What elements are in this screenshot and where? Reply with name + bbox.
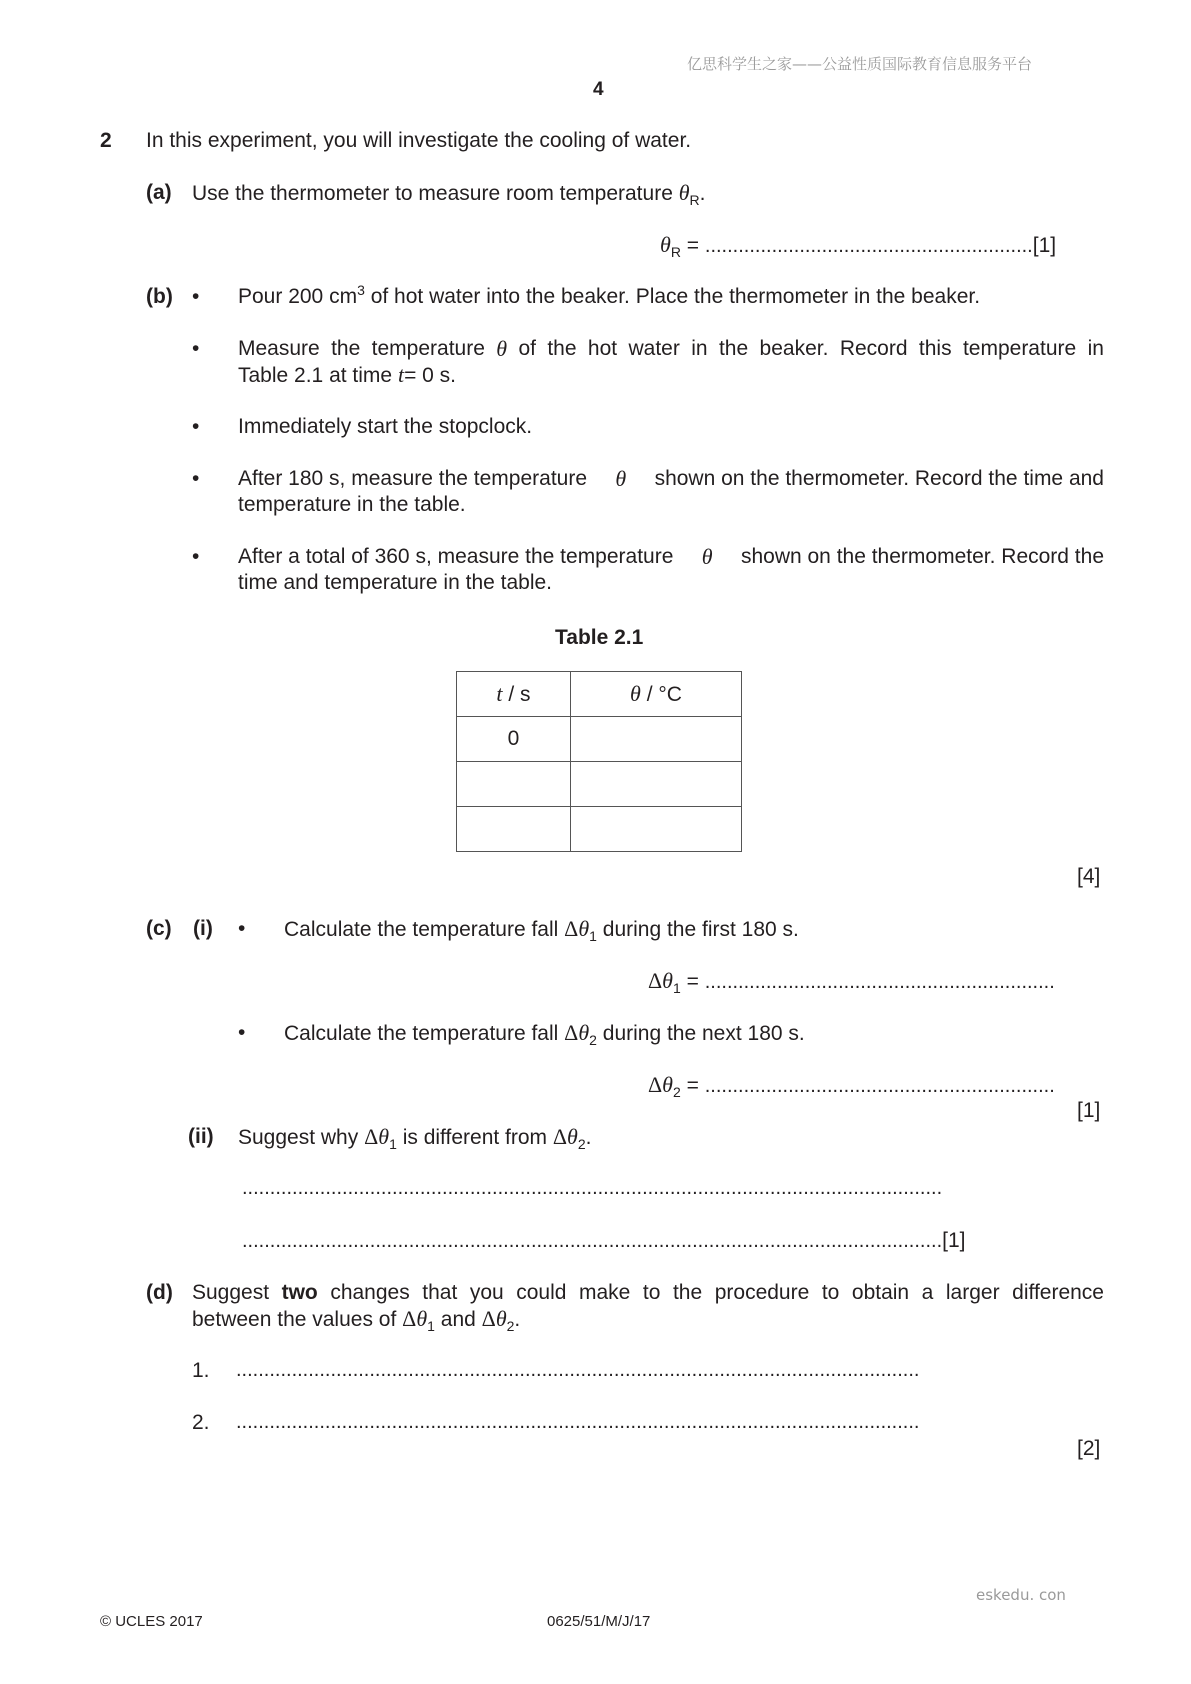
- b2-w3: temperature: [371, 337, 485, 360]
- theta-symbol: θ: [378, 1124, 390, 1149]
- c-ii-pre: Suggest why: [238, 1126, 359, 1149]
- subscript-1: 1: [427, 1318, 435, 1335]
- table-header-row: [457, 672, 742, 717]
- delta-theta-1-answer-line: [648, 968, 1055, 997]
- t-symbol: t: [397, 362, 405, 387]
- d-item-1-answer-line[interactable]: ...........................................................................................................................: [236, 1359, 920, 1381]
- theta-symbol: θ: [630, 681, 641, 706]
- b-bullet-2-line-2: [238, 364, 456, 386]
- b-bullet-3: Immediately start the stopclock.: [238, 415, 533, 438]
- table-cell-input[interactable]: [457, 762, 571, 807]
- d-line2-post: .: [514, 1308, 521, 1331]
- table-cell-input[interactable]: [571, 717, 742, 762]
- delta-symbol: Δ: [648, 968, 663, 993]
- d-w1: Suggest: [192, 1281, 270, 1304]
- c-i-bullet-1: [284, 916, 799, 945]
- table-title: Table 2.1: [555, 626, 644, 649]
- c-ii-mid: is different from: [402, 1126, 548, 1149]
- delta-symbol: Δ: [564, 916, 579, 941]
- part-a-answer-line: [660, 232, 1057, 261]
- delta-symbol: Δ: [481, 1306, 496, 1331]
- b4-post: shown on the thermometer. Record the time and: [654, 467, 1104, 490]
- b2-w12: this: [918, 337, 952, 360]
- theta-subscript: R: [670, 244, 681, 261]
- part-a-label: (a): [146, 181, 172, 204]
- b2-w1: Measure: [238, 337, 320, 360]
- footer-code: 0625/51/M/J/17: [547, 1613, 651, 1630]
- question-intro: In this experiment, you will investigate the cooling of water.: [146, 129, 692, 152]
- d-w7: make: [579, 1281, 631, 1304]
- bullet: •: [192, 285, 200, 308]
- b2-line2-pre: Table 2.1 at time: [238, 364, 393, 387]
- b2-w10: beaker.: [759, 337, 829, 360]
- c-i-b2-post: during the next 180 s.: [602, 1022, 805, 1045]
- b2-w13: temperature: [962, 337, 1077, 360]
- table-cell-input[interactable]: [571, 807, 742, 852]
- part-b-marks: [4]: [1077, 865, 1101, 888]
- footer-copyright: © UCLES 2017: [100, 1613, 203, 1630]
- answer-equals: =: [686, 234, 700, 257]
- delta-theta-2-answer-line: [648, 1072, 1055, 1101]
- d-line2-and: and: [440, 1308, 476, 1331]
- answer-dots[interactable]: ...............................................................: [704, 1075, 1055, 1097]
- d-w4: that: [422, 1281, 458, 1304]
- part-c-i-marks: [1]: [1077, 1099, 1101, 1122]
- table-row: [457, 762, 742, 807]
- part-c-ii-label: (ii): [188, 1125, 214, 1148]
- theta-symbol: θ: [416, 1306, 428, 1331]
- b4-pre: After 180 s, measure the temperature: [238, 467, 588, 490]
- theta-symbol: θ: [615, 466, 627, 491]
- subscript-2: 2: [506, 1318, 515, 1335]
- theta-symbol: θ: [578, 916, 590, 941]
- b-bullet-1-sup: 3: [357, 282, 365, 298]
- c-ii-post: .: [585, 1126, 592, 1149]
- theta-symbol: θ: [662, 1072, 673, 1097]
- b-bullet-1-post: of hot water into the beaker. Place the thermometer in the beaker.: [364, 285, 981, 308]
- d-w5: you: [469, 1281, 504, 1304]
- part-c-label: (c): [146, 917, 172, 940]
- bullet: •: [192, 337, 200, 360]
- part-a-text-content: Use the thermometer to measure room temperature: [192, 182, 673, 205]
- part-c-i-label: (i): [193, 917, 213, 940]
- d-line-2: [192, 1306, 521, 1335]
- bullet: •: [238, 917, 246, 940]
- d-item-2-answer-line[interactable]: ...........................................................................................................................: [236, 1411, 920, 1433]
- c-i-bullet-2: [284, 1020, 805, 1049]
- d-w14: larger: [945, 1281, 1000, 1304]
- d-line2-pre: between the values of: [192, 1308, 397, 1331]
- answer-equals: =: [686, 970, 699, 993]
- delta-symbol: Δ: [564, 1020, 579, 1045]
- d-w2: two: [281, 1281, 318, 1304]
- d-item-2-number: 2.: [192, 1411, 210, 1434]
- c-i-b1-pre: Calculate the temperature fall: [284, 918, 559, 941]
- bullet: •: [192, 415, 200, 438]
- d-w15: difference: [1012, 1281, 1104, 1304]
- d-w8: to: [642, 1281, 661, 1304]
- b2-line2-post: = 0 s.: [404, 364, 457, 387]
- b-bullet-5-line-1: [238, 546, 1104, 568]
- subscript-2: 2: [589, 1032, 597, 1049]
- temperature-unit: / °C: [640, 683, 682, 706]
- part-c-ii-marks: [1]: [942, 1229, 966, 1252]
- t-symbol: t: [496, 681, 503, 706]
- d-w13: a: [921, 1281, 934, 1304]
- c-ii-answer-line-2[interactable]: ..............................................................................................................................: [242, 1230, 943, 1252]
- b2-w14: in: [1087, 337, 1104, 360]
- part-a-marks: [1]: [1032, 234, 1057, 257]
- b2-w8: in: [691, 337, 708, 360]
- subscript-1: 1: [389, 1136, 397, 1153]
- subscript-2: 2: [672, 1084, 681, 1101]
- theta-subscript: R: [689, 192, 700, 209]
- site-watermark: eskedu. con: [976, 1586, 1066, 1604]
- bullet: •: [238, 1021, 246, 1044]
- d-w3: changes: [330, 1281, 410, 1304]
- delta-symbol: Δ: [648, 1072, 663, 1097]
- b2-w6: hot: [587, 337, 618, 360]
- bullet: •: [192, 467, 200, 490]
- c-ii-question: [238, 1124, 592, 1153]
- b2-w2: the: [331, 337, 361, 360]
- answer-dots[interactable]: ...........................................................: [704, 235, 1033, 257]
- b2-w11: Record: [839, 337, 908, 360]
- table-cell: 0: [457, 717, 571, 762]
- d-w10: procedure: [714, 1281, 810, 1304]
- part-d-label: (d): [146, 1281, 173, 1304]
- b-bullet-5-line-2: time and temperature in the table.: [238, 571, 553, 594]
- part-b-label: (b): [146, 285, 173, 308]
- d-w11: to: [821, 1281, 840, 1304]
- theta-symbol: θ: [701, 544, 713, 569]
- page-number: 4: [593, 79, 604, 100]
- time-unit: / s: [502, 683, 531, 706]
- d-w6: could: [516, 1281, 567, 1304]
- d-w9: the: [672, 1281, 703, 1304]
- subscript-1: 1: [672, 980, 681, 997]
- subscript-2: 2: [577, 1136, 586, 1153]
- b2-w5: the: [547, 337, 577, 360]
- theta-symbol: θ: [567, 1124, 578, 1149]
- b-bullet-1: [238, 282, 981, 308]
- part-a-text: Use the thermometer to measure room temperature $\theta_R$.: [192, 180, 706, 209]
- d-w12: obtain: [851, 1281, 910, 1304]
- subscript-1: 1: [589, 928, 597, 945]
- c-ii-answer-line-1[interactable]: ..............................................................................................................................: [242, 1177, 943, 1199]
- theta-symbol: θ: [678, 180, 690, 205]
- theta-symbol: θ: [496, 336, 508, 361]
- theta-symbol: θ: [495, 1306, 507, 1331]
- theta-symbol: θ: [660, 232, 671, 257]
- table-cell-input[interactable]: [571, 762, 742, 807]
- b2-w7: water: [628, 337, 680, 360]
- bullet: •: [192, 545, 200, 568]
- question-number: 2: [100, 129, 112, 152]
- b5-post: shown on the thermometer. Record the: [740, 545, 1104, 568]
- theta-symbol: θ: [662, 968, 673, 993]
- table-row: [457, 807, 742, 852]
- d-line-1: [192, 1282, 1104, 1303]
- answer-dots[interactable]: ...............................................................: [704, 971, 1055, 993]
- table-header-temperature: [571, 672, 742, 717]
- delta-symbol: Δ: [364, 1124, 379, 1149]
- table-cell-input[interactable]: [457, 807, 571, 852]
- theta-symbol: θ: [578, 1020, 590, 1045]
- c-i-b1-post: during the first 180 s.: [602, 918, 799, 941]
- delta-symbol: Δ: [552, 1124, 568, 1149]
- delta-symbol: Δ: [402, 1306, 417, 1331]
- b-bullet-1-pre: Pour 200 cm: [238, 285, 358, 308]
- b-bullet-4-line-2: temperature in the table.: [238, 493, 466, 516]
- d-item-1-number: 1.: [192, 1359, 210, 1382]
- part-d-marks: [2]: [1077, 1437, 1101, 1460]
- c-ii-answer-line-2-wrap: [242, 1230, 966, 1251]
- b-bullet-4-line-1: [238, 468, 1104, 490]
- b2-w4: of: [518, 337, 536, 360]
- answer-equals: =: [686, 1074, 699, 1097]
- table-header-time: [457, 672, 571, 717]
- b5-pre: After a total of 360 s, measure the temperature: [238, 545, 674, 568]
- c-i-b2-pre: Calculate the temperature fall: [284, 1022, 559, 1045]
- b2-w9: the: [718, 337, 749, 360]
- table-2-1: [456, 671, 742, 852]
- b-bullet-2-line-1: [238, 338, 1104, 360]
- table-row: [457, 717, 742, 762]
- header-watermark: 亿思科学生之家——公益性质国际教育信息服务平台: [687, 55, 1033, 73]
